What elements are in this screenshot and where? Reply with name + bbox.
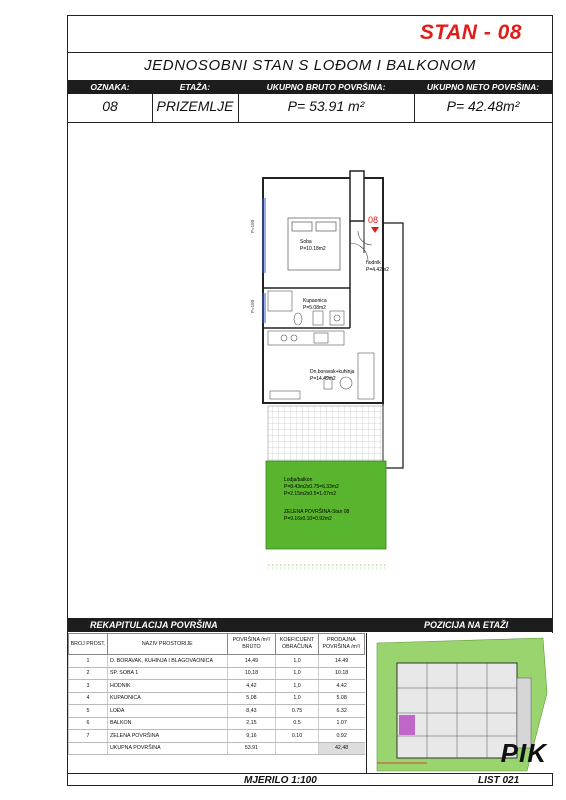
cell: 5 (69, 705, 108, 718)
room-name: Soba (300, 239, 312, 245)
cell: 0.75 (276, 705, 318, 718)
table-row (69, 680, 365, 693)
cell (276, 742, 318, 755)
loggia-floor (268, 406, 383, 461)
drawing-sheet (67, 15, 553, 786)
cell: 1,0 (276, 655, 318, 668)
cell: KUPAONICA (107, 692, 227, 705)
header-oznaka: OZNAKA: (90, 82, 130, 92)
room-name: hodnik (366, 260, 381, 266)
info-value-row (68, 94, 552, 123)
cell: 9,16 (227, 730, 276, 743)
header-bruto: UKUPNO BRUTO POVRŠINA: (266, 82, 386, 92)
cell: 5.08 (318, 692, 364, 705)
balcony-area: P=2.15m2x0.5=1.07m2 (284, 491, 336, 497)
unit-tag: 08 (368, 215, 379, 225)
table-header-row (69, 634, 365, 655)
green-area-label: ZELENA POVRŠINA-Stan 08 (284, 509, 350, 515)
unit-title: STAN - 08 (419, 21, 522, 44)
entry-marker-icon (371, 227, 379, 233)
value-neto: P= 42.48m² (446, 98, 520, 114)
column-header: POVRŠINA /m²/ BRUTO (227, 634, 276, 655)
cell: 6.32 (318, 705, 364, 718)
highlighted-unit (399, 715, 415, 735)
cell: 1 (69, 655, 108, 668)
info-header-row (68, 80, 552, 94)
cell: ZELENA POVRŠINA (107, 730, 227, 743)
summary-title: REKAPITULACIJA POVRŠINA (90, 620, 218, 630)
cell: 2 (69, 667, 108, 680)
cell: 4,42 (227, 680, 276, 693)
cell: BALKON (107, 717, 227, 730)
room-name: Kupaonica (303, 298, 327, 304)
cell: 1,0 (276, 692, 318, 705)
cell: 6 (69, 717, 108, 730)
table-total-row (69, 742, 365, 755)
loggia-label: Lodja/balkon (284, 477, 313, 483)
cell: 42,48 (318, 742, 364, 755)
apartment-subtitle: JEDNOSOBNI STAN S LOĐOM I BALKONOM (68, 52, 552, 81)
header-etaza: ETAŽA: (179, 82, 211, 92)
cell (69, 742, 108, 755)
cell: 0.5 (276, 717, 318, 730)
cell: 3 (69, 680, 108, 693)
cell: HODNIK (107, 680, 227, 693)
cell: 1,0 (276, 667, 318, 680)
cell: 4.42 (318, 680, 364, 693)
loggia-area: P=8.43m2x0.75=6.33m2 (284, 484, 339, 490)
door-swing (350, 243, 368, 261)
cell: 5,08 (227, 692, 276, 705)
cell: 10.18 (318, 667, 364, 680)
table-row (69, 717, 365, 730)
cell: 4 (69, 692, 108, 705)
divider (414, 94, 415, 122)
value-oznaka: 08 (102, 98, 118, 114)
cell: 1,0 (276, 680, 318, 693)
cell: 2,15 (227, 717, 276, 730)
cell: 53.91 (227, 742, 276, 755)
sheet-number: LIST 021 (478, 775, 520, 786)
floor-plan (68, 123, 552, 618)
column-header: BROJ PROST. (69, 634, 108, 655)
cell: SP. SOBA 1 (107, 667, 227, 680)
room-area: P=5.08m2 (303, 305, 326, 311)
kitchen (268, 331, 374, 399)
cell: 14,49 (227, 655, 276, 668)
green-area (266, 461, 386, 549)
table-row (69, 667, 365, 680)
divider (238, 94, 239, 122)
cell: 7 (69, 730, 108, 743)
header-neto: UKUPNO NETO POVRŠINA: (426, 82, 540, 92)
position-on-floor (366, 633, 553, 773)
bed (288, 218, 340, 270)
position-title: POZICIJA NA ETAŽI (424, 620, 509, 630)
column-header: KOEFICIJENT OBRAČUNA (276, 634, 318, 655)
scale-label: MJERILO 1:100 (244, 775, 317, 786)
window-label: P=150 (250, 219, 255, 233)
cell: 0.92 (318, 730, 364, 743)
title-bar (68, 16, 552, 53)
cell: 0.10 (276, 730, 318, 743)
area-summary-table (68, 633, 365, 755)
green-area-value: P=9.16x0.10=0.92m2 (284, 516, 332, 522)
room-area: P=10.18m2 (300, 246, 326, 252)
value-etaza: PRIZEMLJE (156, 98, 234, 114)
column-header: PRODAJNA POVRŠINA /m²/ (318, 634, 364, 655)
cell: 10,18 (227, 667, 276, 680)
door-swing (358, 231, 372, 245)
table-row (69, 705, 365, 718)
footer (68, 773, 552, 787)
room-area: P=14.49m2 (310, 376, 336, 382)
summary-header (68, 618, 552, 632)
cell: 8,43 (227, 705, 276, 718)
logo: PIK (500, 738, 547, 768)
cell: D. BORAVAK, KUHINJA I BLAGOVAONICA (107, 655, 227, 668)
window-label: P=150 (250, 299, 255, 313)
room-area: P=4.42m2 (366, 267, 389, 273)
divider (152, 94, 153, 122)
table-row (69, 692, 365, 705)
cell: LOĐA (107, 705, 227, 718)
cell: 14.49 (318, 655, 364, 668)
cell: UKUPNA POVRŠINA (107, 742, 227, 755)
table-row (69, 655, 365, 668)
value-bruto: P= 53.91 m² (287, 98, 365, 114)
column-header: NAZIV PROSTORIJE (107, 634, 227, 655)
room-name: Dn.boravak+kuhinja (310, 369, 355, 375)
table-row (69, 730, 365, 743)
cell: 1.07 (318, 717, 364, 730)
